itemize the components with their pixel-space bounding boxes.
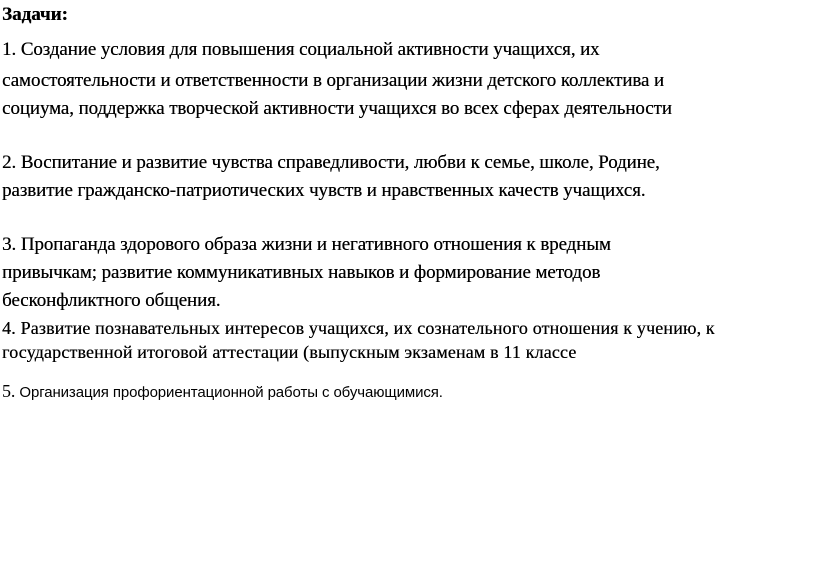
task-5-line	[2, 381, 443, 402]
task-3-line-1: 3. Пропаганда здорового образа жизни и негативного отношения к вредным	[2, 234, 611, 255]
heading-tasks: Задачи:	[2, 4, 68, 25]
task-1-line-2: самостоятельности и ответственности в организации жизни детского коллектива и	[2, 70, 664, 91]
task-5-number: 5.	[2, 381, 16, 401]
task-1-line-3: социума, поддержка творческой активности учащихся во всех сферах деятельности	[2, 98, 672, 119]
task-4-line-1: 4. Развитие познавательных интересов учащихся, их сознательного отношения к учению, к	[2, 318, 715, 338]
task-3-line-2: привычкам; развитие коммуникативных навыков и формирование методов	[2, 262, 601, 283]
task-4-line-2: государственной итоговой аттестации (выпускным экзаменам в 11 классе	[2, 342, 577, 362]
task-2-line-2: развитие гражданско-патриотических чувств и нравственных качеств учащихся.	[2, 180, 646, 201]
task-2-line-1: 2. Воспитание и развитие чувства справедливости, любви к семье, школе, Родине,	[2, 152, 660, 173]
task-5-text: Организация профориентационной работы с обучающимися.	[15, 384, 443, 401]
task-1-line-1: 1. Создание условия для повышения социальной активности учащихся, их	[2, 39, 600, 60]
task-3-line-3: бесконфликтного общения.	[2, 290, 221, 311]
